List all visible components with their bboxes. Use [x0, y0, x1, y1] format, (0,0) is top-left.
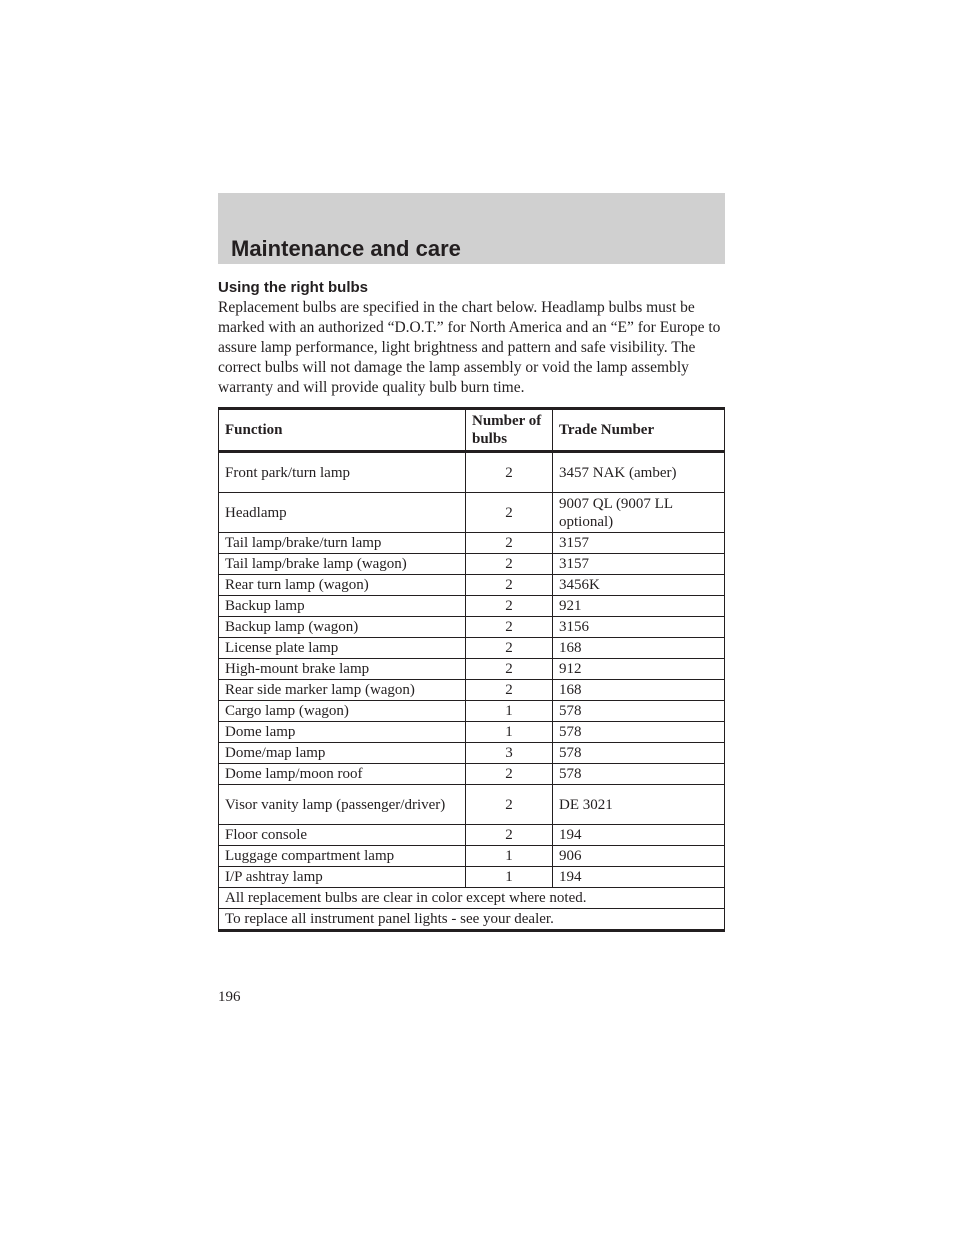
cell-function: Floor console: [219, 825, 466, 846]
cell-trade: 578: [553, 764, 725, 785]
cell-count: 2: [466, 554, 553, 575]
cell-function: Dome lamp: [219, 722, 466, 743]
cell-function: Headlamp: [219, 493, 466, 533]
cell-function: Luggage compartment lamp: [219, 846, 466, 867]
note-clear-bulbs: All replacement bulbs are clear in color except where noted.: [219, 888, 725, 909]
cell-trade: DE 3021: [553, 785, 725, 825]
table-row: [219, 743, 725, 764]
header-number-of-bulbs: Number of bulbs: [466, 409, 553, 452]
cell-count: 2: [466, 659, 553, 680]
cell-function: Cargo lamp (wagon): [219, 701, 466, 722]
cell-count: 2: [466, 825, 553, 846]
cell-count: 2: [466, 764, 553, 785]
cell-trade: 168: [553, 638, 725, 659]
table-row: [219, 596, 725, 617]
cell-trade: 3156: [553, 617, 725, 638]
cell-count: 1: [466, 701, 553, 722]
cell-trade: 9007 QL (9007 LL optional): [553, 493, 725, 533]
table-note-row: [219, 909, 725, 931]
bulb-table: [218, 407, 725, 932]
cell-function: Dome/map lamp: [219, 743, 466, 764]
cell-count: 2: [466, 596, 553, 617]
cell-count: 1: [466, 867, 553, 888]
cell-function: Rear side marker lamp (wagon): [219, 680, 466, 701]
cell-trade: 3157: [553, 533, 725, 554]
table-row: [219, 617, 725, 638]
cell-function: Rear turn lamp (wagon): [219, 575, 466, 596]
cell-function: High-mount brake lamp: [219, 659, 466, 680]
table-row: [219, 722, 725, 743]
cell-trade: 3457 NAK (amber): [553, 452, 725, 493]
cell-trade: 3456K: [553, 575, 725, 596]
table-row: [219, 846, 725, 867]
cell-trade: 194: [553, 825, 725, 846]
note-instrument-panel: To replace all instrument panel lights - see your dealer.: [219, 909, 725, 931]
table-row: [219, 867, 725, 888]
table-row: [219, 554, 725, 575]
table-header-row: [219, 409, 725, 452]
cell-count: 1: [466, 846, 553, 867]
table-row: [219, 659, 725, 680]
table-row: [219, 638, 725, 659]
table-row: [219, 785, 725, 825]
cell-function: Backup lamp (wagon): [219, 617, 466, 638]
intro-paragraph: Replacement bulbs are specified in the chart below. Headlamp bulbs must be marked with an authorized “D.O.T.” for North America and an “E” for Europe to assure lamp performance, light brightness and pattern and safe visibility. The correct bulbs will not damage the lamp assembly or void the lamp assembly warranty and will provide quality bulb burn time.: [218, 299, 721, 396]
cell-trade: 912: [553, 659, 725, 680]
cell-count: 3: [466, 743, 553, 764]
page-number: 196: [218, 989, 241, 1005]
subheading: Using the right bulbs: [218, 279, 368, 296]
cell-trade: 3157: [553, 554, 725, 575]
header-trade-number: Trade Number: [553, 409, 725, 452]
cell-count: 2: [466, 452, 553, 493]
section-title: Maintenance and care: [231, 236, 461, 261]
cell-count: 2: [466, 575, 553, 596]
cell-function: I/P ashtray lamp: [219, 867, 466, 888]
cell-trade: 578: [553, 722, 725, 743]
table-row: [219, 493, 725, 533]
cell-trade: 921: [553, 596, 725, 617]
cell-trade: 578: [553, 743, 725, 764]
cell-function: Front park/turn lamp: [219, 452, 466, 493]
cell-count: 2: [466, 680, 553, 701]
table-row: [219, 452, 725, 493]
cell-trade: 168: [553, 680, 725, 701]
cell-count: 2: [466, 617, 553, 638]
cell-count: 1: [466, 722, 553, 743]
cell-function: Dome lamp/moon roof: [219, 764, 466, 785]
cell-trade: 194: [553, 867, 725, 888]
table-row: [219, 825, 725, 846]
cell-trade: 906: [553, 846, 725, 867]
table-row: [219, 701, 725, 722]
cell-function: Tail lamp/brake lamp (wagon): [219, 554, 466, 575]
cell-function: Visor vanity lamp (passenger/driver): [219, 785, 466, 825]
cell-trade: 578: [553, 701, 725, 722]
table-note-row: [219, 888, 725, 909]
table-row: [219, 680, 725, 701]
cell-count: 2: [466, 493, 553, 533]
cell-count: 2: [466, 533, 553, 554]
cell-count: 2: [466, 785, 553, 825]
table-row: [219, 533, 725, 554]
header-function: Function: [219, 409, 466, 452]
cell-function: Tail lamp/brake/turn lamp: [219, 533, 466, 554]
table-row: [219, 575, 725, 596]
table-row: [219, 764, 725, 785]
cell-count: 2: [466, 638, 553, 659]
cell-function: Backup lamp: [219, 596, 466, 617]
cell-function: License plate lamp: [219, 638, 466, 659]
